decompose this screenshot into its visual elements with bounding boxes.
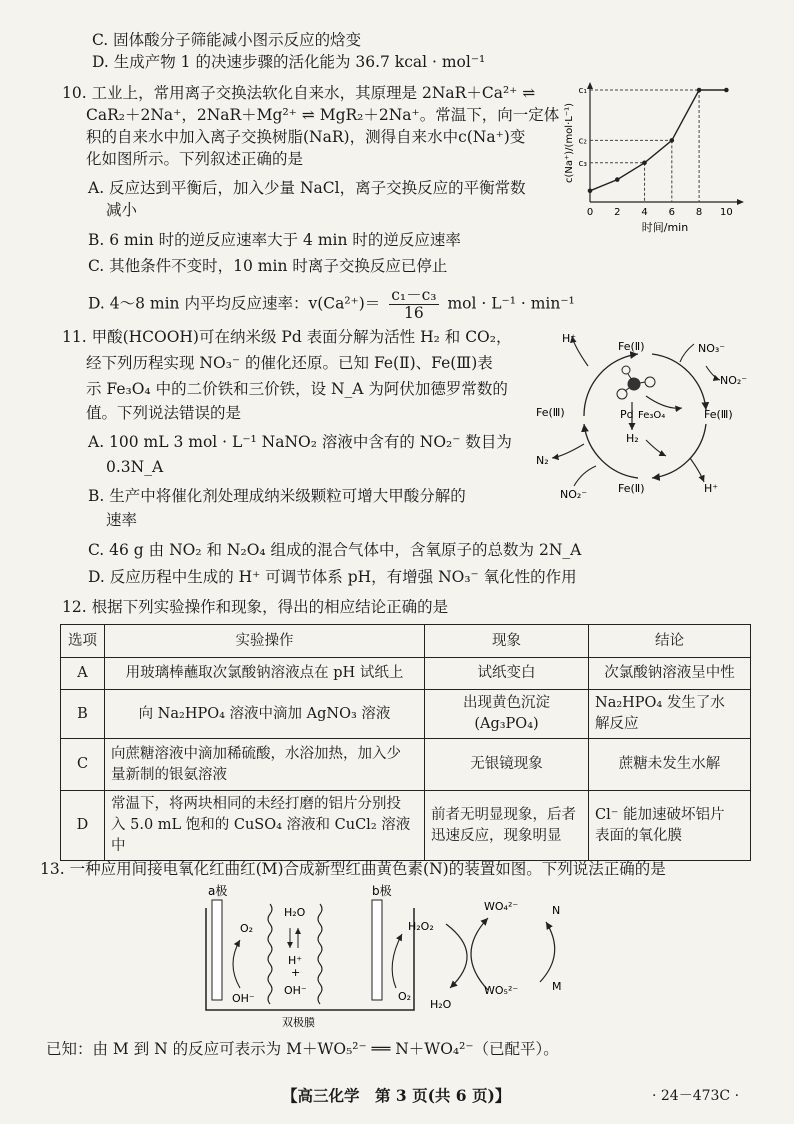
q10-fraction-numerator: c₁－c₃ [391, 286, 437, 304]
row-phenomenon [425, 791, 589, 861]
no2-in-arrow [574, 466, 596, 486]
operation-line-1: 向蔗糖溶液中滴加稀硫酸，水浴加热，加入少 [111, 745, 401, 762]
n2-label: N₂ [536, 454, 549, 467]
q10-option-a-cont: 减小 [106, 201, 138, 219]
q10-option-d [88, 287, 575, 322]
hplus-bottom-arrow [690, 458, 704, 482]
row-option: B [61, 690, 105, 739]
oh-to-o2-arrow [233, 940, 240, 988]
chart-x-tick-3: 6 [668, 207, 676, 218]
operation-line-1: 常温下，将两块相同的未经打磨的铝片分别投 [111, 796, 401, 812]
electrolysis-apparatus-diagram [196, 884, 596, 1032]
h2o2-to-h2o-arc [446, 924, 467, 988]
no2-right-label: NO₂⁻ [720, 374, 748, 387]
oh-left-label: OH⁻ [232, 992, 255, 1005]
chart-point-0 [588, 189, 593, 194]
row-conclusion [589, 791, 751, 861]
no3-in-arrow [680, 344, 694, 362]
q11-stem-line-2: 经下列历程实现 NO₃⁻ 的催化还原。已知 Fe(Ⅱ)、Fe(Ⅲ)表 [86, 354, 493, 372]
wo5-label: WO₅²⁻ [484, 984, 519, 997]
table-header-operation: 实验操作 [105, 625, 425, 658]
q12-stem: 12. 根据下列实验操作和现象，得出的相应结论正确的是 [62, 598, 449, 616]
h2o2-label: H₂O₂ [408, 920, 434, 933]
row-phenomenon: 出现黄色沉淀(Ag₃PO₄) [425, 690, 589, 739]
wo5-to-wo4-arc [471, 918, 488, 990]
chart-point-3 [670, 138, 675, 143]
q10-fraction-denominator: 16 [404, 304, 424, 322]
table-header-phenomenon: 现象 [425, 625, 589, 658]
fe3-left-label: Fe(Ⅲ) [536, 406, 565, 419]
q11-option-a-cont: 0.3N_A [106, 458, 164, 476]
q11-option-a: A. 100 mL 3 mol · L⁻¹ NaNO₂ 溶液中含有的 NO₂⁻ 数目为 [88, 433, 512, 451]
q10-stem-line-4: 化如图所示。下列叙述正确的是 [86, 150, 304, 168]
q11-stem-line-4: 值。下列说法错误的是 [86, 404, 242, 422]
q11-option-c: C. 46 g 由 NO₂ 和 N₂O₄ 组成的混合气体中，含氧原子的总数为 2N_A [88, 541, 582, 559]
wo4-label: WO₄²⁻ [484, 900, 519, 913]
row-operation: 向 Na₂HPO₄ 溶液中滴加 AgNO₃ 溶液 [105, 690, 425, 739]
molecule-atom-3 [645, 377, 655, 387]
molecule-atom-1 [622, 366, 630, 374]
chart-point-4 [697, 88, 702, 93]
electrode-a-label: a极 [208, 884, 228, 898]
co2-arrow [646, 396, 682, 408]
q10-option-d-prefix: D. 4～8 min 内平均反应速率：v(Ca²⁺)＝ [88, 294, 381, 313]
q11-stem-line-1: 11. 甲酸(HCOOH)可在纳米级 Pd 表面分解为活性 H₂ 和 CO₂， [62, 328, 512, 346]
electrode-b [372, 900, 382, 1000]
conclusion-line-2: 表面的氧化膜 [595, 827, 682, 844]
cycle-arc-top-right [652, 354, 706, 410]
phenomenon-line-1: 前者无明显现象，后者 [431, 806, 576, 823]
h2-label: H₂ [626, 432, 639, 445]
row-conclusion [589, 690, 751, 739]
q9-option-c: C. 固体酸分子筛能减小图示反应的焓变 [92, 31, 362, 49]
h2o-mid-label: H₂O [284, 906, 306, 919]
chart-point-1 [615, 177, 620, 182]
o2-right-label: O₂ [398, 990, 412, 1003]
plus-sign: + [291, 966, 301, 979]
h2-arrow [646, 440, 666, 456]
q13-stem: 13. 一种应用间接电氧化红曲红(M)合成新型红曲黄色素(N)的装置如图。下列说法正确的是 [40, 860, 666, 878]
row-phenomenon: 试纸变白 [425, 658, 589, 690]
no3-top-label: NO₃⁻ [698, 342, 726, 355]
q10-stem-line-2: CaR₂＋2Na⁺，2NaR＋Mg²⁺ ⇌ MgR₂＋2Na⁺。常温下，向一定体 [86, 106, 560, 124]
q10-option-c: C. 其他条件不变时，10 min 时离子交换反应已停止 [88, 257, 448, 275]
table-row [61, 690, 751, 739]
na-concentration-chart [558, 80, 748, 235]
q10-option-d-suffix: mol · L⁻¹ · min⁻¹ [447, 294, 575, 313]
fe3o4-label: Fe₃O₄ [638, 410, 666, 421]
phenomenon-line-2: 迅速反应，现象明显 [431, 827, 562, 844]
table-header-option: 选项 [61, 625, 105, 658]
chart-point-2 [642, 161, 647, 166]
chart-x-tick-4: 8 [695, 207, 703, 218]
n-label: N [552, 904, 561, 917]
chart-x-arrow [737, 199, 744, 205]
row-conclusion: 蔗糖未发生水解 [589, 739, 751, 791]
table-row [61, 739, 751, 791]
table-header-row [61, 625, 751, 658]
table-row [61, 658, 751, 690]
membrane-right-wave [318, 904, 322, 1004]
table-header-conclusion: 结论 [589, 625, 751, 658]
page-footer-code: · 24－473C · [652, 1088, 740, 1104]
chart-x-label: 时间/min [641, 221, 689, 234]
electrode-b-label: b极 [372, 884, 392, 898]
operation-line-2: 入 5.0 mL 饱和的 CuSO₄ 溶液和 CuCl₂ 溶液中 [111, 817, 411, 854]
q10-stem-line-1: 10. 工业上，常用离子交换法软化自来水，其原理是 2NaR＋Ca²⁺ ⇌ [62, 84, 536, 102]
chart-x-tick-2: 4 [641, 207, 648, 218]
oh-mid-label: OH⁻ [284, 984, 307, 997]
chart-x-tick-0: 0 [586, 207, 594, 218]
molecule-bond-2 [625, 388, 629, 391]
no2-bottom-label: NO₂⁻ [560, 488, 588, 501]
m-to-n-arc [540, 922, 555, 982]
no2-out-arrow [706, 366, 720, 380]
conclusion-line-1: Na₂HPO₄ 发生了水 [595, 695, 725, 711]
q10-option-a: A. 反应达到平衡后，加入少量 NaCl，离子交换反应的平衡常数 [88, 179, 526, 197]
chart-y-tick-2: c₁ [578, 86, 587, 96]
fe2-bottom-label: Fe(Ⅱ) [618, 482, 645, 495]
hplus-mid-label: H⁺ [288, 954, 303, 967]
chart-y-tick-0: c₃ [578, 158, 587, 169]
q11-option-d: D. 反应历程中生成的 H⁺ 可调节体系 pH，有增强 NO₃⁻ 氧化性的作用 [88, 568, 577, 586]
experiment-table [60, 624, 751, 861]
chart-y-tick-1: c₂ [578, 136, 587, 147]
q10-option-b: B. 6 min 时的逆反应速率大于 4 min 时的逆反应速率 [88, 231, 461, 249]
chart-y-label: c(Na⁺)/(mol·L⁻¹) [564, 102, 575, 184]
chart-x-tick-5: 10 [719, 207, 733, 218]
m-label: M [552, 980, 562, 993]
q11-option-b: B. 生产中将催化剂处理成纳米级颗粒可增大甲酸分解的 [88, 487, 466, 505]
n2-out-arrow [552, 444, 584, 458]
row-phenomenon: 无银镜现象 [425, 739, 589, 791]
operation-line-2: 量新制的银氨溶液 [111, 766, 227, 783]
membrane-left-wave [268, 904, 272, 1004]
chart-point-5 [724, 88, 729, 93]
membrane-label: 双极膜 [282, 1016, 315, 1029]
chart-x-tick-1: 2 [614, 207, 621, 218]
conclusion-line-2: 解反应 [595, 716, 639, 732]
q13-known-reaction: 已知：由 M 到 N 的反应可表示为 M＋WO₅²⁻ ══ N＋WO₄²⁻（已配平）。 [46, 1040, 559, 1058]
hplus-top-label: H⁺ [562, 332, 577, 345]
q11-option-b-cont: 速率 [106, 511, 138, 529]
chart-y-arrow [587, 82, 593, 89]
conclusion-line-1: Cl⁻ 能加速破坏铝片 [595, 806, 725, 823]
h2o-right-label: H₂O [430, 998, 452, 1011]
page-footer-center: 【高三化学 第 3 页(共 6 页)】 [282, 1086, 511, 1105]
fe-cycle-diagram [534, 326, 754, 506]
row-operation [105, 791, 425, 861]
row-conclusion: 次氯酸钠溶液呈中性 [589, 658, 751, 690]
o2-left-label: O₂ [240, 922, 254, 935]
fe3-right-label: Fe(Ⅲ) [704, 408, 733, 421]
q11-stem-line-3: 示 Fe₃O₄ 中的二价铁和三价铁，设 N_A 为阿伏加德罗常数的 [86, 380, 508, 398]
q10-fraction [389, 287, 438, 322]
row-operation: 用玻璃棒蘸取次氯酸钠溶液点在 pH 试纸上 [105, 658, 425, 690]
row-option: A [61, 658, 105, 690]
q9-option-d: D. 生成产物 1 的决速步骤的活化能为 36.7 kcal · mol⁻¹ [92, 53, 486, 71]
o2-to-h2o2-arrow [392, 934, 402, 988]
table-row [61, 791, 751, 861]
row-operation [105, 739, 425, 791]
hplus-bottom-label: H⁺ [704, 482, 719, 495]
row-option: D [61, 791, 105, 861]
fe2-top-label: Fe(Ⅱ) [618, 340, 645, 353]
electrode-a [212, 900, 222, 1000]
molecule-bond-3 [640, 382, 645, 383]
row-option: C [61, 739, 105, 791]
molecule-atom-center [628, 378, 641, 391]
pd-label: Pd [620, 408, 634, 421]
q10-stem-line-3: 积的自来水中加入离子交换树脂(NaR)，测得自来水中c(Na⁺)变 [86, 128, 526, 146]
